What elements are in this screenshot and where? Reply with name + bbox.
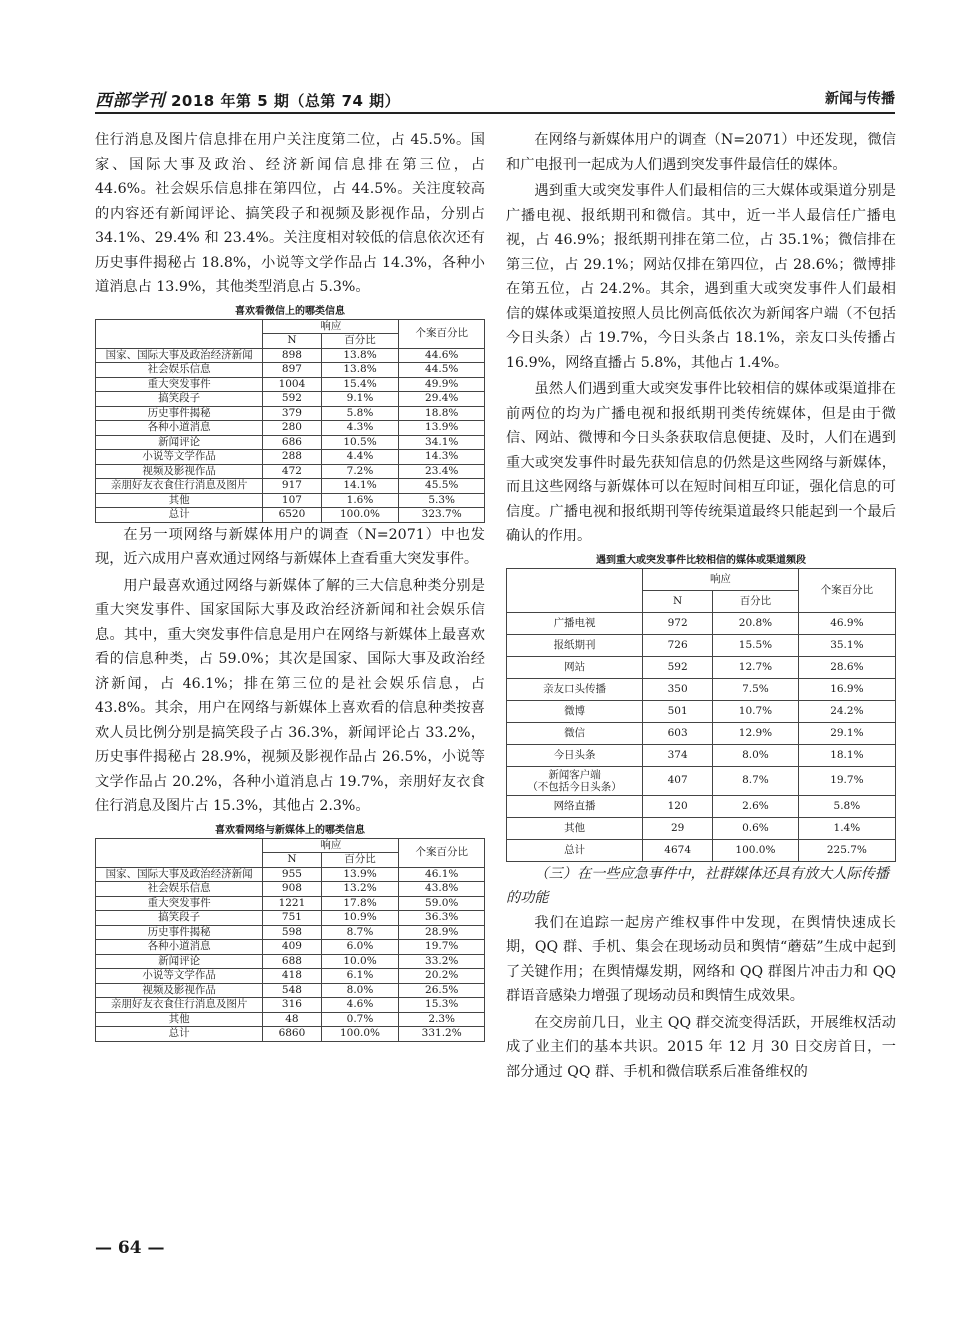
table-row-label: 亲朋好友衣食住行消息及图片 [96, 998, 263, 1013]
table-row [96, 508, 485, 523]
table-cell: 36.3% [399, 911, 485, 926]
paragraph: 在另一项网络与新媒体用户的调查（N=2071）中也发现，近六成用户喜欢通过网络与新媒体上查看重大突发事件。 [95, 526, 485, 567]
table-row-label: 报纸期刊 [507, 634, 643, 656]
table-cell: 13.8% [321, 363, 399, 378]
table-cell: 5.3% [399, 493, 485, 508]
paragraph: 在交房前几日，业主 QQ 群交流变得活跃，开展维权活动成了业主们的基本共识。2015 年 12 月 30 日交房首日，一部分通过 QQ 群、手机和微信联系后准备维权的 [506, 1014, 896, 1080]
table-cell: 17.8% [321, 896, 399, 911]
table-header-response: 响应 [643, 568, 799, 590]
table-cell: 29 [643, 817, 713, 839]
page-number: — 64 — [95, 1238, 165, 1258]
table-cell: 2.6% [713, 795, 799, 817]
data-table-new-media [95, 838, 485, 1042]
table-cell: 10.7% [713, 700, 799, 722]
table-cell: 5.8% [321, 406, 399, 421]
table-row [96, 377, 485, 392]
table-row-label: 国家、国际大事及政治经济新闻 [96, 867, 263, 882]
table-row-label: 重大突发事件 [96, 896, 263, 911]
table-row [96, 363, 485, 378]
table-row-label: 其他 [507, 817, 643, 839]
table-cell: 28.6% [798, 656, 895, 678]
table-row [507, 656, 896, 678]
table-cell: 10.9% [321, 911, 399, 926]
table-row-label: 其他 [96, 1012, 263, 1027]
table-row [507, 722, 896, 744]
table-cell: 592 [263, 392, 321, 407]
table-cell: 688 [263, 954, 321, 969]
table-cell: 6.0% [321, 940, 399, 955]
table-caption: 喜欢看微信上的哪类信息 [235, 305, 345, 317]
table-cell: 19.7% [798, 766, 895, 795]
table-cell: 24.2% [798, 700, 895, 722]
table-cell: 6860 [263, 1027, 321, 1042]
table-cell: 26.5% [399, 983, 485, 998]
table-header-n: N [643, 590, 713, 612]
table-cell: 374 [643, 744, 713, 766]
table-cell: 917 [263, 479, 321, 494]
table-cell: 4.4% [321, 450, 399, 465]
table-cell: 14.3% [399, 450, 485, 465]
table-cell: 898 [263, 348, 321, 363]
table-cell: 4674 [643, 839, 713, 861]
table-cell: 18.8% [399, 406, 485, 421]
table-row-label: 网络直播 [507, 795, 643, 817]
table-row-label: 社会娱乐信息 [96, 882, 263, 897]
table-cell: 43.8% [399, 882, 485, 897]
table-cell: 331.2% [399, 1027, 485, 1042]
table-cell: 908 [263, 882, 321, 897]
table-row-label: 重大突发事件 [96, 377, 263, 392]
table-row [507, 612, 896, 634]
table-cell: 751 [263, 911, 321, 926]
table-cell: 107 [263, 493, 321, 508]
table-row-label: 历史事件揭秘 [96, 925, 263, 940]
table-cell: 8.7% [321, 925, 399, 940]
table-cell: 59.0% [399, 896, 485, 911]
table-row [96, 348, 485, 363]
table-row [96, 983, 485, 998]
table-cell: 4.3% [321, 421, 399, 436]
table-row [96, 421, 485, 436]
table-row [507, 839, 896, 861]
table-row-label: 新闻评论 [96, 954, 263, 969]
table-cell: 9.1% [321, 392, 399, 407]
table-row-label: 国家、国际大事及政治经济新闻 [96, 348, 263, 363]
table-header-pct: 百分比 [321, 853, 399, 868]
table-cell: 13.9% [399, 421, 485, 436]
table-cell: 409 [263, 940, 321, 955]
table-cell: 501 [643, 700, 713, 722]
table-cell: 316 [263, 998, 321, 1013]
table-row [96, 450, 485, 465]
table-row [96, 435, 485, 450]
table-cell: 5.8% [798, 795, 895, 817]
table-row [96, 998, 485, 1013]
data-table-trusted-media [506, 568, 896, 862]
table-row-label: 微信 [507, 722, 643, 744]
table-row-label: 新闻客户端 （不包括今日头条） [507, 766, 643, 795]
table-cell: 350 [643, 678, 713, 700]
table-row [96, 969, 485, 984]
table-cell: 8.0% [713, 744, 799, 766]
table-row-label: 微博 [507, 700, 643, 722]
table-header-response: 响应 [263, 319, 399, 334]
table-cell: 726 [643, 634, 713, 656]
table-cell: 8.0% [321, 983, 399, 998]
table-cell: 472 [263, 464, 321, 479]
table-row [507, 766, 896, 795]
paragraph: 遇到重大或突发事件人们最相信的三大媒体或渠道分别是广播电视、报纸期刊和微信。其中，近一半人最信任广播电视，占 46.9%；报纸期刊排在第二位，占 35.1%；微信排在第三位，占 29.1%；网站仅排在第四位，占 28.6%；微博排在第五位，占 24.2%。其余，遇到重大或突发事件人们最相信的媒体或渠道按照人员比例高低依次为新闻客户端（不包括今日头条）占 19.7%，今日头条占 18.1%，亲友口头传播占 16.9%，网络直播占 5.8%，其他占 1.4%。 [506, 183, 896, 371]
table-header-n: N [263, 334, 321, 349]
table-header-case-pct: 个案百分比 [399, 838, 485, 867]
table-cell: 7.5% [713, 678, 799, 700]
table-header-blank [507, 568, 643, 612]
table-cell: 28.9% [399, 925, 485, 940]
table-row [96, 493, 485, 508]
table-row [96, 479, 485, 494]
table-row [96, 1027, 485, 1042]
table-cell: 44.5% [399, 363, 485, 378]
table-row [96, 896, 485, 911]
table-row [96, 1012, 485, 1027]
table-row [96, 954, 485, 969]
table-header-blank [96, 319, 263, 348]
journal-logo: 西部学刊 [95, 91, 165, 111]
table-cell: 29.1% [798, 722, 895, 744]
table-row [96, 392, 485, 407]
table-cell: 20.2% [399, 969, 485, 984]
table-cell: 18.1% [798, 744, 895, 766]
table-header-case-pct: 个案百分比 [399, 319, 485, 348]
table-row [96, 867, 485, 882]
table-cell: 1.4% [798, 817, 895, 839]
table-cell: 15.5% [713, 634, 799, 656]
table-row-label: 社会娱乐信息 [96, 363, 263, 378]
table-cell: 10.5% [321, 435, 399, 450]
table-cell: 686 [263, 435, 321, 450]
table-cell: 7.2% [321, 464, 399, 479]
paragraph: 我们在追踪一起房产维权事件中发现，在舆情快速成长期，QQ 群、手机、集会在现场动员和舆情“蘑菇”生成中起到了关键作用；在舆情爆发期，网络和 QQ 群图片冲击力和 QQ 群语音感染力增强了现场动员和舆情生成效果。 [506, 914, 896, 1004]
table-cell: 1221 [263, 896, 321, 911]
table-cell: 379 [263, 406, 321, 421]
page-header [95, 82, 895, 114]
table-cell: 23.4% [399, 464, 485, 479]
table-header-pct: 百分比 [713, 590, 799, 612]
table-header-pct: 百分比 [321, 334, 399, 349]
table-cell: 19.7% [399, 940, 485, 955]
table-cell: 972 [643, 612, 713, 634]
table-cell: 46.1% [399, 867, 485, 882]
table-row-label: 搞笑段子 [96, 392, 263, 407]
table-cell: 603 [643, 722, 713, 744]
table-cell: 34.1% [399, 435, 485, 450]
table-cell: 14.1% [321, 479, 399, 494]
table-cell: 897 [263, 363, 321, 378]
table-row [96, 464, 485, 479]
table-cell: 13.8% [321, 348, 399, 363]
table-cell: 100.0% [321, 508, 399, 523]
data-table-wechat [95, 319, 485, 523]
table-cell: 29.4% [399, 392, 485, 407]
table-row-label: 视频及影视作品 [96, 983, 263, 998]
table-row [96, 406, 485, 421]
journal-issue [95, 86, 400, 111]
table-row [96, 882, 485, 897]
table-row-label: 亲友口头传播 [507, 678, 643, 700]
table-cell: 16.9% [798, 678, 895, 700]
table-cell: 12.7% [713, 656, 799, 678]
table-cell: 13.2% [321, 882, 399, 897]
table-row-label: 视频及影视作品 [96, 464, 263, 479]
table-caption: 喜欢看网络与新媒体上的哪类信息 [215, 824, 365, 836]
table-cell: 100.0% [321, 1027, 399, 1042]
table-cell: 6520 [263, 508, 321, 523]
table-cell: 10.0% [321, 954, 399, 969]
paragraph: 用户最喜欢通过网络与新媒体了解的三大信息种类分别是重大突发事件、国家国际大事及政治经济新闻和社会娱乐信息。其中，重大突发事件信息是用户在网络与新媒体上最喜欢看的信息种类，占 59.0%；其次是国家、国际大事及政治经济新闻，占 46.1%；排在第三位的是社会娱乐信息，占 43.8%。其余，用户在网络与新媒体上喜欢看的信息种类按喜欢人员比例分别是搞笑段子占 36.3%，新闻评论占 33.2%，历史事件揭秘占 28.9%，视频及影视作品占 26.5%，小说等文学作品占 20.2%，各种小道消息占 19.7%，亲朋好友衣食住行消息及图片占 15.3%，其他占 2.3%。 [95, 577, 485, 814]
table-header-n: N [263, 853, 321, 868]
table-cell: 6.1% [321, 969, 399, 984]
table-cell: 100.0% [713, 839, 799, 861]
table-row-label: 其他 [96, 493, 263, 508]
table-row-label: 网站 [507, 656, 643, 678]
left-column [95, 128, 485, 1042]
table-cell: 280 [263, 421, 321, 436]
table-cell: 323.7% [399, 508, 485, 523]
table-cell: 12.9% [713, 722, 799, 744]
table-cell: 49.9% [399, 377, 485, 392]
table-header-response: 响应 [263, 838, 399, 853]
table-cell: 288 [263, 450, 321, 465]
table-row-label: 新闻评论 [96, 435, 263, 450]
paragraph: 在网络与新媒体用户的调查（N=2071）中还发现，微信和广电报刊一起成为人们遇到突发事件最信任的媒体。 [506, 132, 896, 173]
table-row [507, 678, 896, 700]
table-cell: 15.3% [399, 998, 485, 1013]
table-cell: 48 [263, 1012, 321, 1027]
table-row-label: 搞笑段子 [96, 911, 263, 926]
issue-label: 2018 年第 5 期（总第 74 期） [171, 92, 401, 110]
table-row-label: 总计 [96, 508, 263, 523]
table-cell: 45.5% [399, 479, 485, 494]
section-heading: （三）在一些应急事件中，社群媒体还具有放大人际传播的功能 [506, 865, 890, 906]
table-cell: 225.7% [798, 839, 895, 861]
table-cell: 35.1% [798, 634, 895, 656]
table-cell: 13.9% [321, 867, 399, 882]
table-row [507, 795, 896, 817]
right-column [506, 128, 896, 1086]
table-cell: 1.6% [321, 493, 399, 508]
table-header-blank [96, 838, 263, 867]
table-row-label: 历史事件揭秘 [96, 406, 263, 421]
table-cell: 1004 [263, 377, 321, 392]
table-header-case-pct: 个案百分比 [798, 568, 895, 612]
table-row [96, 925, 485, 940]
table-row-label: 小说等文学作品 [96, 969, 263, 984]
paragraph: 住行消息及图片信息排在用户关注度第二位，占 45.5%。国家、国际大事及政治、经济新闻信息排在第三位，占 44.6%。社会娱乐信息排在第四位，占 44.5%。关注度较高的内容还有新闻评论、搞笑段子和视频及影视作品，分别占 34.1%、29.4% 和 23.4%。关注度相对较低的信息依次还有历史事件揭秘占 18.8%，小说等文学作品占 14.3%，各种小道消息占 13.9%，其他类型消息占 5.3%。 [95, 132, 485, 295]
table-cell: 46.9% [798, 612, 895, 634]
table-caption: 遇到重大或突发事件比较相信的媒体或渠道频段 [596, 554, 806, 566]
table-cell: 8.7% [713, 766, 799, 795]
table-cell: 15.4% [321, 377, 399, 392]
table-row-label: 亲朋好友衣食住行消息及图片 [96, 479, 263, 494]
table-cell: 120 [643, 795, 713, 817]
table-row [507, 817, 896, 839]
table-cell: 20.8% [713, 612, 799, 634]
table-cell: 2.3% [399, 1012, 485, 1027]
table-row [507, 744, 896, 766]
table-cell: 33.2% [399, 954, 485, 969]
table-cell: 0.6% [713, 817, 799, 839]
table-row-label: 总计 [96, 1027, 263, 1042]
table-row-label: 今日头条 [507, 744, 643, 766]
table-cell: 44.6% [399, 348, 485, 363]
section-title: 新闻与传播 [825, 91, 895, 107]
table-cell: 4.6% [321, 998, 399, 1013]
table-row-label: 各种小道消息 [96, 421, 263, 436]
table-row-label: 各种小道消息 [96, 940, 263, 955]
table-row [96, 940, 485, 955]
table-cell: 592 [643, 656, 713, 678]
table-row [507, 700, 896, 722]
table-row-label: 广播电视 [507, 612, 643, 634]
table-row [96, 911, 485, 926]
table-row-label: 小说等文学作品 [96, 450, 263, 465]
table-cell: 418 [263, 969, 321, 984]
table-cell: 598 [263, 925, 321, 940]
table-row [507, 634, 896, 656]
table-cell: 0.7% [321, 1012, 399, 1027]
table-cell: 955 [263, 867, 321, 882]
table-cell: 548 [263, 983, 321, 998]
table-row-label: 总计 [507, 839, 643, 861]
table-cell: 407 [643, 766, 713, 795]
paragraph: 虽然人们遇到重大或突发事件比较相信的媒体或渠道排在前两位的均为广播电视和报纸期刊类传统媒体，但是由于微信、网站、微博和今日头条获取信息便捷、及时，人们在遇到重大或突发事件时最先获知信息的仍然是这些网络与新媒体，而且这些网络与新媒体可以在短时间相互印证，强化信息的可信度。广播电视和报纸期刊等传统渠道最终只能起到一个最后确认的作用。 [506, 381, 896, 544]
